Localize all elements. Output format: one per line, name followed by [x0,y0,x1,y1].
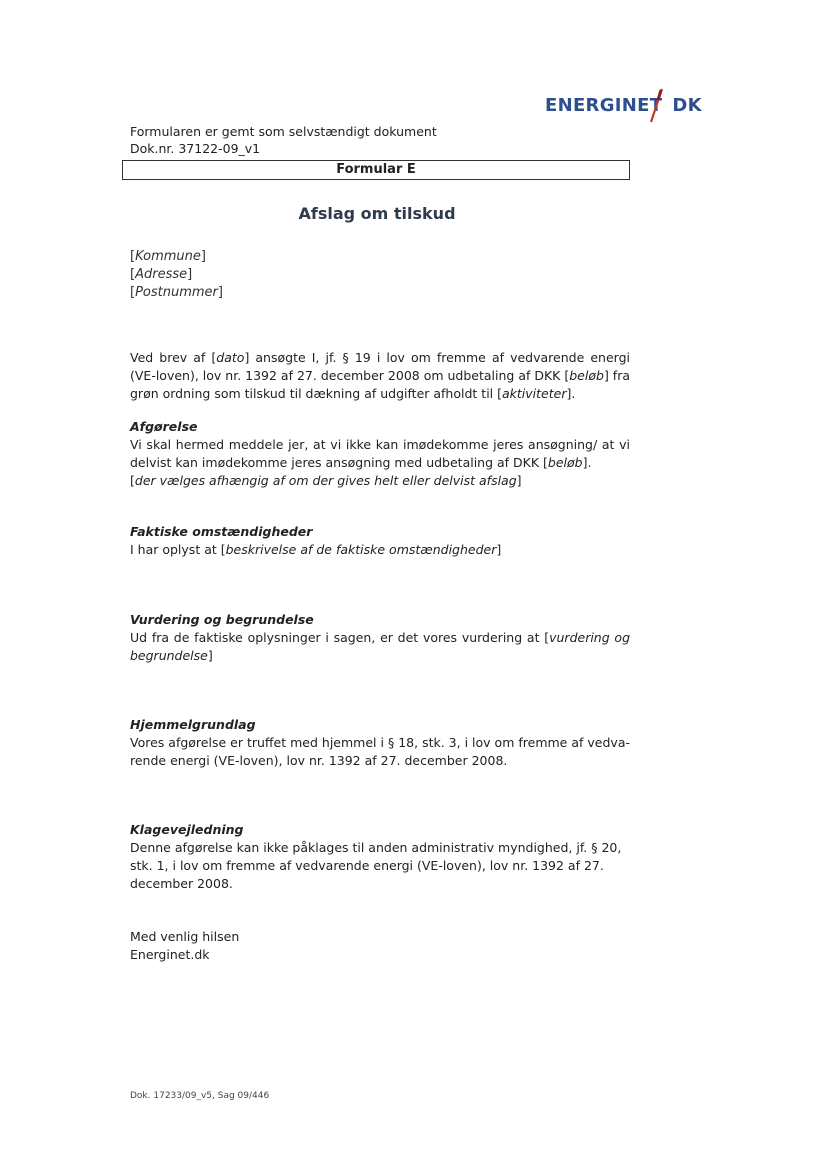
footer-reference: Dok. 17233/09_v5, Sag 09/446 [130,1091,270,1101]
header-note: Formularen er gemt som selvstændigt dokument [130,124,437,139]
logo-slash-icon [647,88,665,124]
section-heading-hjemmel: Hjemmelgrundlag [130,717,256,732]
address-kommune-text: Kommune [135,249,201,264]
address-postnummer: [Postnummer] [130,285,223,300]
afgoerelse-paragraph: Vi skal hermed meddele jer, at vi ikke kan imødekomme jeres ansøgning/ at vi delvist kan imødekomme jeres ansøgning med udbetaling af DKK [beløb]. [der vælges afhængig af om der gives helt eller delvist afslag] [130,437,630,488]
page-title: Afslag om tilskud [298,204,456,223]
hjemmel-paragraph: Vores afgørelse er truffet med hjemmel i § 18, stk. 3, i lov om fremme af vedva- rende energi (VE-loven), lov nr. 1392 af 27. december 2008. [130,735,630,768]
logo-ext: DK [672,95,702,116]
section-heading-afgoerelse: Afgørelse [130,419,198,434]
form-label: Formular E [336,162,416,177]
klage-paragraph: Denne afgørelse kan ikke påklages til anden administrativ myndighed, jf. § 20, stk. 1, i lov om fremme af vedvarende energi (VE-loven), lov nr. 1392 af 27. december 2008. [130,840,622,891]
address-adresse-text: Adresse [135,267,188,282]
logo-name: ENERGINET [545,95,663,116]
closing [130,928,630,964]
intro-paragraph: Ved brev af [dato] ansøgte I, jf. § 19 i lov om fremme af vedvarende energi (VE-loven), lov nr. 1392 af 27. december 2008 om udbetaling af DKK [beløb] fra grøn ordning som tilskud til dækning af udgifter afholdt til [aktiviteter]. [130,350,630,401]
vurdering-paragraph: Ud fra de faktiske oplysninger i sagen, er det vores vurdering at [vurdering og begrundelse] [130,630,631,663]
closing-greeting: Med venlig hilsen [130,929,240,944]
form-label-box [122,160,630,180]
section-heading-vurdering: Vurdering og begrundelse [130,612,314,627]
address-adresse: [Adresse] [130,267,193,282]
energinet-logo [545,88,705,124]
address-postnummer-text: Postnummer [135,285,218,300]
document-number: Dok.nr. 37122-09_v1 [130,141,261,156]
address-kommune: [Kommune] [130,249,206,264]
faktiske-paragraph: I har oplyst at [beskrivelse af de faktiske omstændigheder] [130,542,502,557]
closing-sender: Energinet.dk [130,947,210,962]
section-heading-faktiske: Faktiske omstændigheder [130,524,313,539]
section-heading-klage: Klagevejledning [130,822,244,837]
